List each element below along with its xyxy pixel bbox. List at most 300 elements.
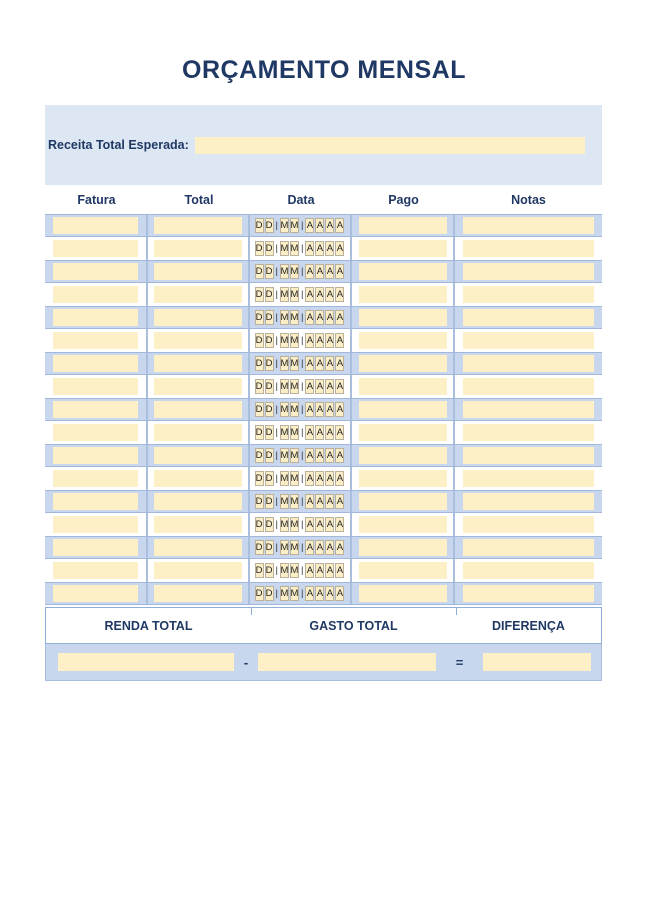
total-input[interactable] (154, 401, 242, 418)
fatura-input[interactable] (53, 562, 138, 579)
pago-cell (352, 261, 455, 282)
fatura-input[interactable] (53, 493, 138, 510)
fatura-input[interactable] (53, 585, 138, 602)
expected-income-input[interactable] (195, 137, 585, 154)
date-year-box[interactable]: A (316, 542, 324, 553)
data-cell (250, 491, 352, 512)
total-input[interactable] (154, 240, 242, 257)
notas-cell (455, 375, 602, 398)
date-input-group (255, 471, 346, 486)
date-year-box[interactable]: A (326, 519, 334, 530)
total-input[interactable] (154, 309, 242, 326)
table-row (45, 559, 602, 582)
date-year-box[interactable]: A (306, 565, 314, 576)
date-month-box[interactable]: M (280, 312, 289, 323)
date-year-box[interactable]: A (326, 404, 334, 415)
notas-input[interactable] (463, 562, 594, 579)
date-day-box[interactable]: D (255, 565, 263, 576)
table-row (45, 329, 602, 352)
date-year-box[interactable]: A (326, 565, 334, 576)
total-input[interactable] (154, 332, 242, 349)
date-year-box[interactable]: A (336, 312, 344, 323)
date-day-box[interactable]: D (255, 335, 263, 346)
date-month-box[interactable]: M (280, 335, 289, 346)
date-year-box[interactable]: A (336, 427, 344, 438)
total-input[interactable] (154, 516, 242, 533)
notas-input[interactable] (463, 309, 594, 326)
total-input[interactable] (154, 447, 242, 464)
date-month-box[interactable]: M (290, 381, 299, 392)
date-year-box[interactable]: A (316, 565, 324, 576)
table-row (45, 375, 602, 398)
table-row (45, 467, 602, 490)
fatura-cell (45, 467, 148, 490)
table-row (45, 237, 602, 260)
date-year-box[interactable]: A (336, 243, 344, 254)
pago-cell (352, 283, 455, 306)
date-day-box[interactable]: D (265, 427, 273, 438)
date-year-box[interactable]: A (326, 496, 334, 507)
fatura-input[interactable] (53, 516, 138, 533)
table-row (45, 398, 602, 421)
notas-input[interactable] (463, 493, 594, 510)
pago-input[interactable] (359, 424, 447, 441)
date-year-box[interactable]: A (336, 220, 344, 231)
date-day-box[interactable]: D (265, 220, 273, 231)
date-month-box[interactable]: M (280, 427, 289, 438)
date-month-box[interactable]: M (290, 312, 299, 323)
pago-cell (352, 513, 455, 536)
total-input[interactable] (154, 263, 242, 280)
date-year-box[interactable]: A (306, 542, 314, 553)
date-input-group (255, 379, 346, 394)
date-month-box[interactable]: M (280, 243, 289, 254)
total-cell (148, 353, 250, 374)
date-year-box[interactable]: A (316, 220, 324, 231)
date-month-box[interactable]: M (290, 496, 299, 507)
date-year-box[interactable]: A (336, 542, 344, 553)
date-year-box[interactable]: A (326, 266, 334, 277)
date-day-box[interactable]: D (255, 473, 263, 484)
date-day-box[interactable]: D (255, 266, 263, 277)
date-year-box[interactable]: A (336, 519, 344, 530)
total-input[interactable] (154, 217, 242, 234)
date-day-box[interactable]: D (255, 381, 263, 392)
summary-values-row (45, 644, 602, 681)
date-year-box[interactable]: A (316, 335, 324, 346)
gasto-total-header: GASTO TOTAL (309, 618, 398, 633)
pago-input[interactable] (359, 355, 447, 372)
diferenca-input[interactable] (483, 653, 591, 671)
date-separator: | (301, 588, 304, 599)
pago-input[interactable] (359, 240, 447, 257)
date-day-box[interactable]: D (265, 335, 273, 346)
notas-input[interactable] (463, 286, 594, 303)
date-month-box[interactable]: M (280, 565, 289, 576)
date-day-box[interactable]: D (265, 565, 273, 576)
date-month-box[interactable]: M (290, 450, 299, 461)
date-month-box[interactable]: M (290, 473, 299, 484)
notas-input[interactable] (463, 539, 594, 556)
date-month-box[interactable]: M (290, 243, 299, 254)
fatura-cell (45, 491, 148, 512)
date-month-box[interactable]: M (280, 496, 289, 507)
date-year-box[interactable]: A (326, 335, 334, 346)
date-day-box[interactable]: D (265, 519, 273, 530)
date-day-box[interactable]: D (265, 542, 273, 553)
date-day-box[interactable]: D (255, 289, 263, 300)
date-year-box[interactable]: A (306, 381, 314, 392)
date-month-box[interactable]: M (280, 588, 289, 599)
date-day-box[interactable]: D (255, 496, 263, 507)
fatura-input[interactable] (53, 424, 138, 441)
date-year-box[interactable]: A (306, 312, 314, 323)
fatura-input[interactable] (53, 240, 138, 257)
date-day-box[interactable]: D (265, 496, 273, 507)
renda-total-input[interactable] (58, 653, 234, 671)
pago-input[interactable] (359, 309, 447, 326)
pago-input[interactable] (359, 585, 447, 602)
date-separator: | (301, 450, 304, 461)
data-cell (250, 421, 352, 444)
date-month-box[interactable]: M (290, 565, 299, 576)
notas-input[interactable] (463, 447, 594, 464)
date-month-box[interactable]: M (280, 381, 289, 392)
notas-cell (455, 559, 602, 582)
pago-cell (352, 237, 455, 260)
pago-input[interactable] (359, 493, 447, 510)
date-day-box[interactable]: D (265, 473, 273, 484)
date-year-box[interactable]: A (316, 450, 324, 461)
pago-input[interactable] (359, 447, 447, 464)
bills-table-header (45, 193, 602, 212)
pago-input[interactable] (359, 562, 447, 579)
date-day-box[interactable]: D (255, 243, 263, 254)
notas-input[interactable] (463, 217, 594, 234)
date-separator: | (275, 496, 278, 507)
pago-input[interactable] (359, 286, 447, 303)
date-year-box[interactable]: A (316, 473, 324, 484)
gasto-total-input[interactable] (258, 653, 436, 671)
date-day-box[interactable]: D (255, 312, 263, 323)
pago-cell (352, 421, 455, 444)
date-separator: | (275, 450, 278, 461)
notas-cell (455, 215, 602, 236)
date-day-box[interactable]: D (265, 381, 273, 392)
date-year-box[interactable]: A (326, 243, 334, 254)
table-row (45, 214, 602, 237)
date-month-box[interactable]: M (280, 266, 289, 277)
fatura-input[interactable] (53, 217, 138, 234)
date-year-box[interactable]: A (306, 588, 314, 599)
date-year-box[interactable]: A (326, 220, 334, 231)
date-year-box[interactable]: A (316, 496, 324, 507)
date-input-group (255, 586, 346, 601)
fatura-input[interactable] (53, 332, 138, 349)
pago-input[interactable] (359, 470, 447, 487)
date-month-box[interactable]: M (290, 220, 299, 231)
table-row (45, 421, 602, 444)
date-month-box[interactable]: M (280, 473, 289, 484)
total-cell (148, 329, 250, 352)
date-separator: | (275, 243, 278, 254)
date-year-box[interactable]: A (306, 496, 314, 507)
notas-input[interactable] (463, 240, 594, 257)
column-header-pago: Pago (388, 193, 419, 207)
notas-cell (455, 445, 602, 466)
total-input[interactable] (154, 562, 242, 579)
pago-cell (352, 375, 455, 398)
date-year-box[interactable]: A (306, 450, 314, 461)
fatura-cell (45, 559, 148, 582)
total-input[interactable] (154, 585, 242, 602)
pago-cell (352, 329, 455, 352)
date-month-box[interactable]: M (290, 427, 299, 438)
date-year-box[interactable]: A (306, 243, 314, 254)
pago-input[interactable] (359, 378, 447, 395)
date-day-box[interactable]: D (255, 588, 263, 599)
date-year-box[interactable]: A (336, 335, 344, 346)
date-day-box[interactable]: D (265, 588, 273, 599)
date-month-box[interactable]: M (280, 519, 289, 530)
date-year-box[interactable]: A (316, 358, 324, 369)
date-year-box[interactable]: A (336, 381, 344, 392)
date-year-box[interactable]: A (336, 289, 344, 300)
date-month-box[interactable]: M (290, 404, 299, 415)
date-day-box[interactable]: D (265, 450, 273, 461)
date-month-box[interactable]: M (290, 266, 299, 277)
total-input[interactable] (154, 355, 242, 372)
date-year-box[interactable]: A (326, 473, 334, 484)
date-day-box[interactable]: D (255, 404, 263, 415)
date-year-box[interactable]: A (316, 312, 324, 323)
date-month-box[interactable]: M (290, 542, 299, 553)
date-day-box[interactable]: D (255, 220, 263, 231)
date-year-box[interactable]: A (306, 358, 314, 369)
fatura-cell (45, 421, 148, 444)
date-year-box[interactable]: A (326, 427, 334, 438)
notas-cell (455, 261, 602, 282)
date-month-box[interactable]: M (280, 450, 289, 461)
date-year-box[interactable]: A (336, 450, 344, 461)
date-separator: | (301, 243, 304, 254)
date-year-box[interactable]: A (316, 243, 324, 254)
table-row (45, 490, 602, 513)
date-year-box[interactable]: A (316, 266, 324, 277)
fatura-input[interactable] (53, 355, 138, 372)
date-year-box[interactable]: A (306, 220, 314, 231)
date-input-group (255, 540, 346, 555)
notas-cell (455, 329, 602, 352)
date-day-box[interactable]: D (265, 358, 273, 369)
notas-input[interactable] (463, 378, 594, 395)
fatura-cell (45, 583, 148, 604)
pago-input[interactable] (359, 401, 447, 418)
pago-cell (352, 491, 455, 512)
total-input[interactable] (154, 378, 242, 395)
date-year-box[interactable]: A (336, 496, 344, 507)
notas-input[interactable] (463, 355, 594, 372)
fatura-cell (45, 353, 148, 374)
date-year-box[interactable]: A (306, 473, 314, 484)
date-separator: | (275, 289, 278, 300)
total-cell (148, 513, 250, 536)
date-year-box[interactable]: A (326, 450, 334, 461)
content-area (45, 105, 602, 681)
date-year-box[interactable]: A (316, 381, 324, 392)
total-cell (148, 467, 250, 490)
data-cell (250, 307, 352, 328)
date-year-box[interactable]: A (316, 404, 324, 415)
notas-input[interactable] (463, 470, 594, 487)
date-year-box[interactable]: A (336, 473, 344, 484)
fatura-input[interactable] (53, 309, 138, 326)
bills-table-body (45, 214, 602, 605)
date-input-group (255, 448, 346, 463)
date-year-box[interactable]: A (306, 519, 314, 530)
date-day-box[interactable]: D (255, 358, 263, 369)
fatura-input[interactable] (53, 286, 138, 303)
data-cell (250, 283, 352, 306)
fatura-input[interactable] (53, 470, 138, 487)
notas-input[interactable] (463, 332, 594, 349)
total-input[interactable] (154, 424, 242, 441)
fatura-input[interactable] (53, 539, 138, 556)
column-header-total: Total (184, 193, 214, 207)
table-row (45, 306, 602, 329)
date-month-box[interactable]: M (290, 358, 299, 369)
notas-input[interactable] (463, 516, 594, 533)
data-cell (250, 261, 352, 282)
data-cell (250, 583, 352, 604)
date-year-box[interactable]: A (326, 381, 334, 392)
pago-cell (352, 399, 455, 420)
total-input[interactable] (154, 286, 242, 303)
date-year-box[interactable]: A (316, 519, 324, 530)
notas-cell (455, 491, 602, 512)
date-month-box[interactable]: M (280, 220, 289, 231)
date-separator: | (301, 358, 304, 369)
table-row (45, 352, 602, 375)
pago-input[interactable] (359, 263, 447, 280)
fatura-input[interactable] (53, 447, 138, 464)
summary-header-row (45, 607, 602, 644)
date-year-box[interactable]: A (306, 427, 314, 438)
notas-input[interactable] (463, 424, 594, 441)
date-separator: | (275, 565, 278, 576)
date-separator: | (275, 381, 278, 392)
date-year-box[interactable]: A (336, 404, 344, 415)
date-year-box[interactable]: A (326, 289, 334, 300)
date-year-box[interactable]: A (306, 266, 314, 277)
date-month-box[interactable]: M (290, 335, 299, 346)
column-header-fatura: Fatura (77, 193, 116, 207)
date-day-box[interactable]: D (265, 289, 273, 300)
date-day-box[interactable]: D (255, 427, 263, 438)
fatura-cell (45, 375, 148, 398)
table-row (45, 536, 602, 559)
date-day-box[interactable]: D (265, 404, 273, 415)
date-year-box[interactable]: A (336, 266, 344, 277)
date-month-box[interactable]: M (290, 519, 299, 530)
date-day-box[interactable]: D (265, 312, 273, 323)
date-day-box[interactable]: D (255, 450, 263, 461)
data-cell (250, 537, 352, 558)
date-month-box[interactable]: M (280, 289, 289, 300)
date-input-group (255, 356, 346, 371)
date-year-box[interactable]: A (326, 588, 334, 599)
notas-cell (455, 307, 602, 328)
expected-income-banner (45, 105, 602, 185)
date-year-box[interactable]: A (316, 289, 324, 300)
date-year-box[interactable]: A (336, 588, 344, 599)
date-month-box[interactable]: M (290, 588, 299, 599)
date-year-box[interactable]: A (306, 404, 314, 415)
pago-input[interactable] (359, 332, 447, 349)
date-day-box[interactable]: D (265, 266, 273, 277)
date-month-box[interactable]: M (280, 542, 289, 553)
date-separator: | (301, 289, 304, 300)
date-input-group (255, 563, 346, 578)
fatura-input[interactable] (53, 401, 138, 418)
fatura-cell (45, 399, 148, 420)
date-separator: | (275, 335, 278, 346)
fatura-input[interactable] (53, 263, 138, 280)
notas-cell (455, 353, 602, 374)
date-input-group (255, 517, 346, 532)
pago-cell (352, 445, 455, 466)
data-cell (250, 559, 352, 582)
date-year-box[interactable]: A (316, 588, 324, 599)
date-year-box[interactable]: A (326, 312, 334, 323)
date-month-box[interactable]: M (290, 289, 299, 300)
total-cell (148, 215, 250, 236)
notas-input[interactable] (463, 585, 594, 602)
date-day-box[interactable]: D (265, 243, 273, 254)
date-year-box[interactable]: A (326, 542, 334, 553)
date-year-box[interactable]: A (306, 335, 314, 346)
date-year-box[interactable]: A (316, 427, 324, 438)
date-month-box[interactable]: M (280, 404, 289, 415)
date-year-box[interactable]: A (326, 358, 334, 369)
data-cell (250, 329, 352, 352)
date-year-box[interactable]: A (336, 565, 344, 576)
notas-input[interactable] (463, 401, 594, 418)
pago-input[interactable] (359, 516, 447, 533)
notas-input[interactable] (463, 263, 594, 280)
table-row (45, 513, 602, 536)
date-input-group (255, 241, 346, 256)
total-cell (148, 375, 250, 398)
date-year-box[interactable]: A (336, 358, 344, 369)
date-input-group (255, 310, 346, 325)
date-day-box[interactable]: D (255, 519, 263, 530)
date-day-box[interactable]: D (255, 542, 263, 553)
pago-input[interactable] (359, 217, 447, 234)
pago-input[interactable] (359, 539, 447, 556)
fatura-input[interactable] (53, 378, 138, 395)
date-separator: | (301, 565, 304, 576)
date-input-group (255, 494, 346, 509)
date-year-box[interactable]: A (306, 289, 314, 300)
total-cell (148, 445, 250, 466)
date-separator: | (301, 266, 304, 277)
total-cell (148, 491, 250, 512)
total-input[interactable] (154, 539, 242, 556)
date-month-box[interactable]: M (280, 358, 289, 369)
total-input[interactable] (154, 470, 242, 487)
total-input[interactable] (154, 493, 242, 510)
